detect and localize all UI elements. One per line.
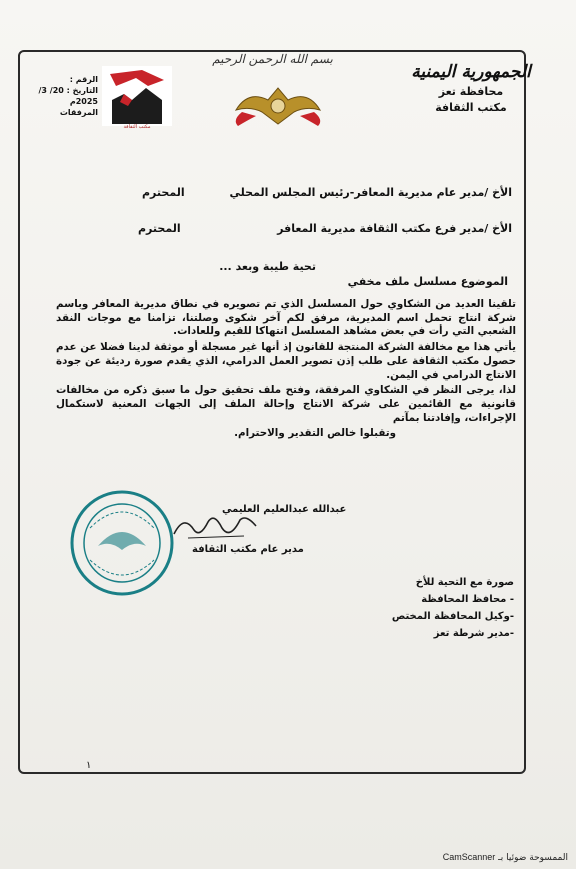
footer-brand: CamScanner	[442, 852, 496, 862]
ministry-logo-icon	[102, 66, 172, 126]
office-name: مكتب الثقافة	[435, 101, 507, 114]
copy-recipient: - محافظ المحافظة	[421, 594, 514, 605]
signatory-name: عبدالله عبدالعليم العليمي	[222, 504, 347, 515]
footer-prefix: الممسوحة ضوئيا بـ	[498, 853, 568, 863]
closing-line: وتقبلوا خالص التقدير والاحترام.	[234, 427, 396, 440]
addressee-2-honorific: المحترم	[138, 222, 181, 235]
body-paragraph: يأتي هذا مع مخالفة الشركة المنتجة للقانون إذ أنها غير مسجلة أو موثقة لدينا فضلا عن عدم حصول مكتب الثقافة على طلب إذن تصوير العمل الدرامي، الذي يقدم صورة رديئة عن جودة الانتاج الدرامي في اليمن.	[56, 341, 516, 381]
reference-block	[28, 74, 98, 118]
copies-heading: صورة مع التحية للأخ	[415, 577, 514, 588]
addressee-2: الأخ /مدير فرع مكتب الثقافة مديرية المعافر	[277, 222, 512, 235]
governorate-name: محافظة تعز	[438, 85, 504, 98]
letter-body	[56, 298, 516, 443]
attachments-label: المرفقات	[59, 108, 98, 117]
date-label: التاريخ : 20/ 3/ 2025م	[38, 86, 98, 106]
addressee-1-honorific: المحترم	[142, 186, 185, 199]
letterhead-right	[396, 62, 546, 114]
basmala: بسم الله الرحمن الرحيم	[212, 52, 333, 66]
official-stamp-icon	[68, 488, 176, 598]
copy-recipient: -وكيل المحافظة المختص	[391, 611, 514, 622]
subject-line: الموضوع مسلسل ملف مخفي	[347, 275, 508, 288]
national-emblem-icon	[228, 80, 328, 130]
ref-number-label: الرقم :	[69, 75, 98, 84]
addressee-1: الأخ /مدير عام مديرية المعافر-رئيس المجلس المحلي	[229, 186, 512, 199]
republic-title: الجمهورية اليمنية	[411, 62, 531, 82]
scanner-footer	[443, 852, 568, 863]
body-paragraph: لذا، يرجى النظر في الشكاوي المرفقة، وفتح ملف تحقيق حول ما سبق ذكره من مخالفات قانونية مع القائمين على شركة الانتاج وإحالة الملف إلى الجهات المعنية لاستكمال الإجراءات، وإفادتنا بمآتم	[56, 384, 516, 424]
greeting: تحية طيبة وبعد ...	[219, 260, 316, 273]
page-mark: ١	[86, 760, 92, 771]
logo-caption: مكتب الثقافة	[123, 124, 151, 130]
copy-recipient: -مدير شرطة تعز	[433, 628, 514, 639]
body-paragraph: تلقينا العديد من الشكاوي حول المسلسل الذي تم تصويره في نطاق مديرية المعافر وباسم شركة انتاج تحمل اسم المديرية، مرفق لكم آخر شكوى وصلتنا، تزامنا مع موجات النقد الشعبي التي رأت في بعض مشاهد المسلسل انتهاكا للقيم وللعادات.	[56, 298, 516, 338]
copies-list	[294, 574, 514, 642]
signatory-title: مدير عام مكتب الثقافة	[192, 544, 304, 555]
